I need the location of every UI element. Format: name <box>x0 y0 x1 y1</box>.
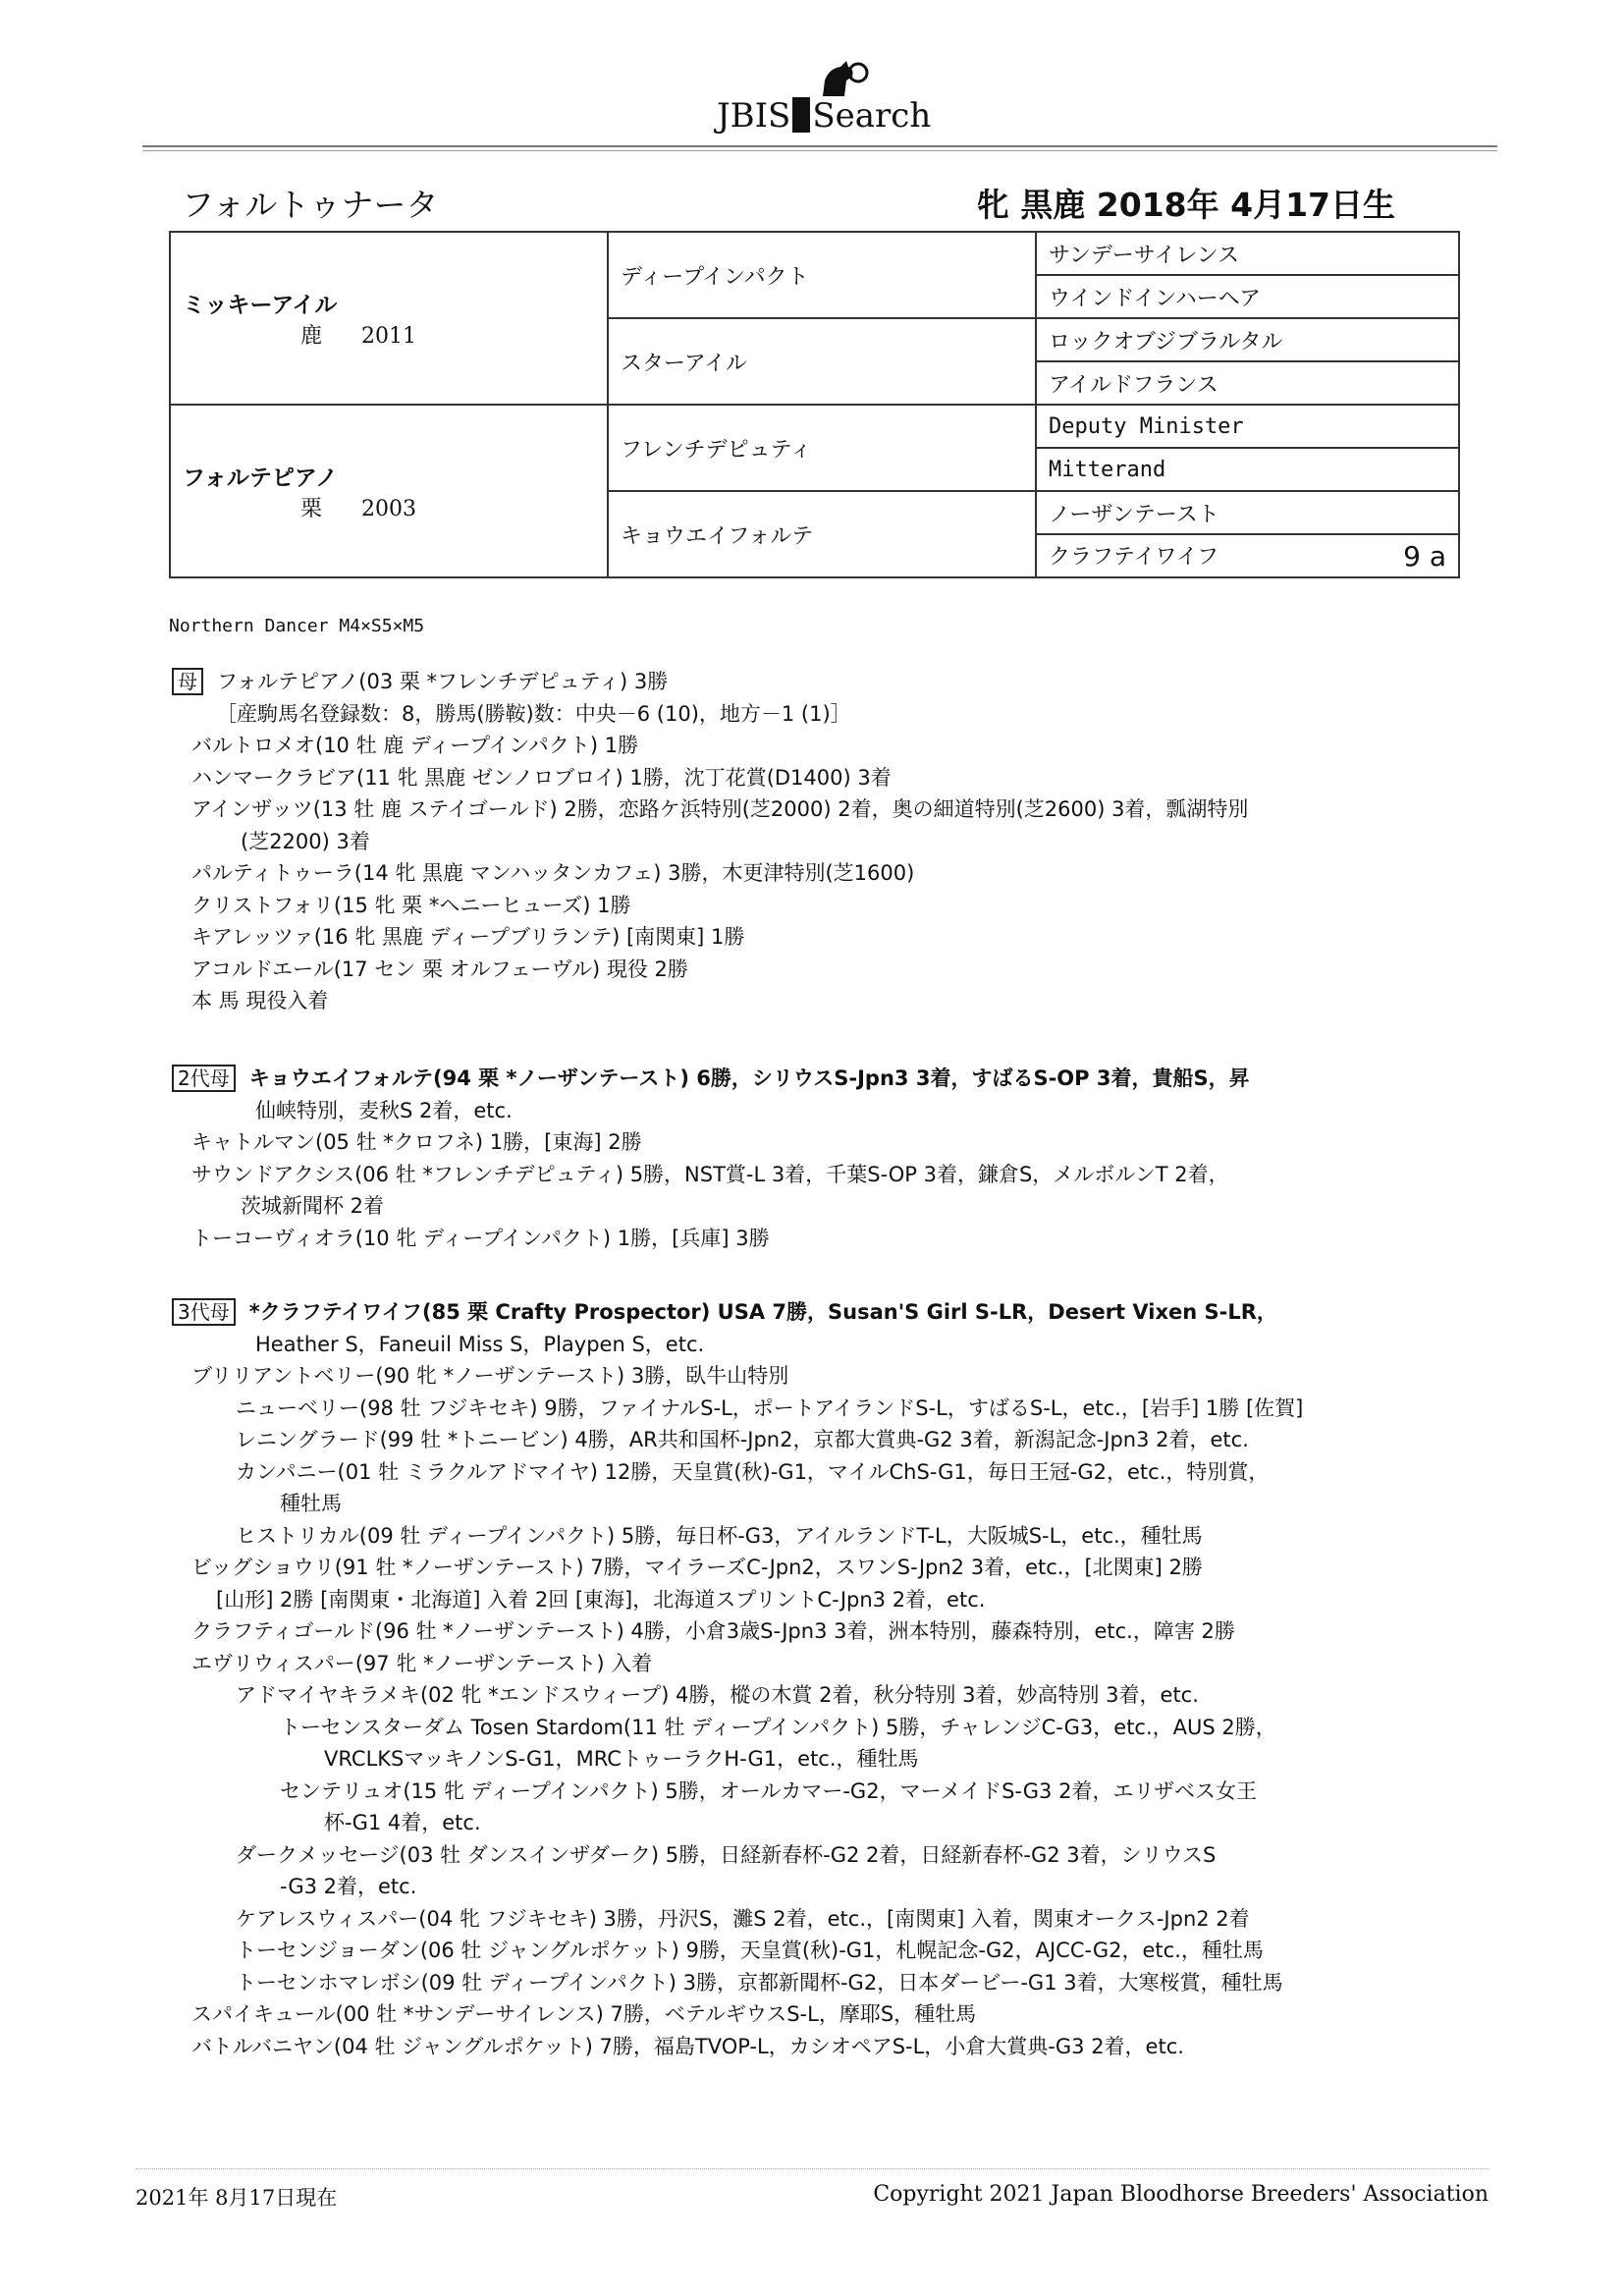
text-line: クリストフォリ(15 牝 栗 *ヘニーヒューズ) 1勝 <box>191 893 631 917</box>
text-line: Heather S，Faneuil Miss S，Playpen S，etc. <box>255 1332 705 1356</box>
text-line: サウンドアクシス(06 牡 *フレンチデピュティ) 5勝，NST賞-L 3着，千葉S-OP 3着，鎌倉S，メルボルンT 2着， <box>191 1162 1229 1186</box>
text-line: ヒストリカル(09 牡 ディープインパクト) 5勝，毎日杯-G3，アイルランドT-L，大阪城S-L，etc.，種牡馬 <box>236 1523 1203 1548</box>
sire-name: ミッキーアイル <box>183 293 338 318</box>
pedigree-gen3-cell: サンデーサイレンス <box>1036 232 1459 275</box>
text-line: ビッグショウリ(91 牡 *ノーザンテースト) 7勝，マイラーズC-Jpn2，スワンS-Jpn2 3着，etc.，[北関東] 2勝 <box>191 1556 1203 1579</box>
text-line: アドマイヤキラメキ(02 牝 *エンドスウィープ) 4勝，樅の木賞 2着，秋分特別 3着，妙高特別 3着，etc. <box>236 1683 1199 1707</box>
logo-wordmark: JBIS Search <box>717 96 932 136</box>
text-line: レニングラード(99 牡 *トニービン) 4勝，AR共和国杯-Jpn2，京都大賞典-G2 3着，新潟記念-Jpn3 2着，etc. <box>236 1428 1249 1451</box>
header-rule-thin <box>142 150 1497 151</box>
footer-date: 2021年 8月17日現在 <box>135 2186 338 2210</box>
pedigree-gen3-name: クラフテイワイフ <box>1049 544 1219 570</box>
text-line: キアレッツァ(16 牝 黒鹿 ディープブリランテ) [南関東] 1勝 <box>191 925 745 949</box>
inbreeding-note: Northern Dancer M4×S5×M5 <box>169 616 425 636</box>
dam-section <box>172 666 1488 1017</box>
dam-cell <box>170 405 608 577</box>
text-line: エヴリウィスパー(97 牝 *ノーザンテースト) 入着 <box>191 1651 653 1675</box>
section-label-dam: 母 <box>172 668 203 695</box>
text-line: 杯-G1 4着，etc. <box>324 1811 481 1834</box>
header-rule <box>142 145 1497 147</box>
text-line: キョウエイフォルテ(94 栗 *ノーザンテースト) 6勝，シリウスS-Jpn3 3着，すばるS-OP 3着，貴船S，昇 <box>248 1066 1250 1090</box>
pedigree-gen2-cell: ディープインパクト <box>608 232 1036 318</box>
sire-cell <box>170 232 608 405</box>
horse-info: 牝 黒鹿 2018年 4月17日生 <box>976 186 1395 224</box>
section-label-3rd-dam: 3代母 <box>172 1298 236 1326</box>
second-dam-section <box>172 1063 1488 1254</box>
jbis-logo <box>717 59 943 142</box>
text-line: センテリュオ(15 牝 ディープインパクト) 5勝，オールカマー-G2，マーメイドS-G3 2着，エリザベス女王 <box>280 1778 1258 1803</box>
text-line: キャトルマン(05 牡 *クロフネ) 1勝，[東海] 2勝 <box>191 1130 642 1154</box>
text-line: スパイキュール(00 牡 *サンデーサイレンス) 7勝，ベテルギウスS-L，摩耶S，種牡馬 <box>191 2002 977 2026</box>
text-line: ケアレスウィスパー(04 牝 フジキセキ) 3勝，丹沢S，灘S 2着，etc.，[南関東] 入着，関東オークス-Jpn2 2着 <box>236 1906 1250 1931</box>
pedigree-gen3-cell <box>1036 534 1459 577</box>
dam-name: フォルテピアノ <box>183 465 339 491</box>
pedigree-gen3-cell: ロックオブジブラルタル <box>1036 318 1459 361</box>
family-number: 9 a <box>1403 539 1446 573</box>
text-line: トーコーヴィオラ(10 牝 ディープインパクト) 1勝，[兵庫] 3勝 <box>191 1226 770 1250</box>
pedigree-gen3-cell: アイルドフランス <box>1036 361 1459 405</box>
sire-color: 鹿 <box>300 324 323 349</box>
dam-year: 2003 <box>361 497 417 521</box>
dam-color: 栗 <box>300 497 323 521</box>
pedigree-table <box>169 231 1460 578</box>
third-dam-section <box>172 1296 1488 2062</box>
text-line: トーセンジョーダン(06 牡 ジャングルポケット) 9勝，天皇賞(秋)-G1，札幌記念-G2，AJCC-G2，etc.，種牡馬 <box>236 1939 1264 1962</box>
pedigree-gen3-cell: Deputy Minister <box>1036 405 1459 448</box>
text-line: アコルドエール(17 セン 栗 オルフェーヴル) 現役 2勝 <box>191 957 688 981</box>
pedigree-gen3-cell: Mitterand <box>1036 448 1459 491</box>
text-line: カンパニー(01 牡 ミラクルアドマイヤ) 12勝，天皇賞(秋)-G1，マイルChS-G1，毎日王冠-G2，etc.，特別賞， <box>236 1459 1270 1484</box>
text-line: トーセンホマレボシ(09 牡 ディープインパクト) 3勝，京都新聞杯-G2，日本ダービー-G1 3着，大寒桜賞，種牡馬 <box>236 1970 1283 1995</box>
text-line: -G3 2着，etc. <box>280 1875 417 1898</box>
text-line: アインザッツ(13 牡 鹿 ステイゴールド) 2勝，恋路ケ浜特別(芝2000) 2着，奥の細道特別(芝2600) 3着，瓢湖特別 <box>191 797 1249 821</box>
horse-name: フォルトゥナータ <box>182 186 439 224</box>
text-line: バトルバニヤン(04 牡 ジャングルポケット) 7勝，福島TVOP-L，カシオペアS-L，小倉大賞典-G3 2着，etc. <box>191 2034 1184 2058</box>
section-label-2nd-dam: 2代母 <box>172 1065 236 1092</box>
text-line: [山形] 2勝 [南関東・北海道] 入着 2回 [東海]，北海道スプリントC-Jpn3 2着，etc. <box>216 1587 986 1612</box>
text-line: トーセンスターダム Tosen Stardom(11 牡 ディープインパクト) 5勝，チャレンジC-G3，etc.，AUS 2勝， <box>280 1715 1276 1739</box>
pedigree-gen2-cell: スターアイル <box>608 318 1036 405</box>
text-line: ニューベリー(98 牡 フジキセキ) 9勝，ファイナルS-L，ポートアイランドS-L，すばるS-L，etc.，[岩手] 1勝 [佐賀] <box>236 1395 1304 1420</box>
text-line: 茨城新聞杯 2着 <box>241 1194 385 1218</box>
pedigree-gen2-cell: フレンチデピュティ <box>608 405 1036 491</box>
text-line: ブリリアントベリー(90 牝 *ノーザンテースト) 3勝，臥牛山特別 <box>191 1364 789 1388</box>
text-line: ダークメッセージ(03 牡 ダンスインザダーク) 5勝，日経新春杯-G2 2着，日経新春杯-G2 3着，シリウスS <box>236 1842 1217 1867</box>
text-line: フォルテピアノ(03 栗 *フレンチデピュティ) 3勝 <box>217 670 669 693</box>
text-line: (芝2200) 3着 <box>241 829 370 853</box>
text-line: 本 馬 現役入着 <box>191 989 329 1012</box>
text-line: ハンマークラビア(11 牝 黒鹿 ゼンノロブロイ) 1勝，沈丁花賞(D1400) 3着 <box>191 765 892 790</box>
text-line: ［産駒馬名登録数：8，勝馬(勝鞍)数：中央－6 (10)，地方－1 (1)］ <box>216 701 851 726</box>
text-line: パルティトゥーラ(14 牝 黒鹿 マンハッタンカフェ) 3勝，木更津特別(芝1600) <box>191 861 915 885</box>
sire-year: 2011 <box>361 324 417 349</box>
text-line: 仙峡特別，麦秋S 2着，etc. <box>255 1098 513 1122</box>
footer-rule <box>135 2168 1489 2169</box>
pedigree-gen3-cell: ウインドインハーヘア <box>1036 275 1459 318</box>
text-line: クラフティゴールド(96 牡 *ノーザンテースト) 4勝，小倉3歳S-Jpn3 3着，洲本特別，藤森特別，etc.，障害 2勝 <box>191 1619 1235 1643</box>
text-line: 種牡馬 <box>280 1492 342 1515</box>
text-line: *クラフテイワイフ(85 栗 Crafty Prospector) USA 7勝，Susan'S Girl S-LR，Desert Vixen S-LR， <box>248 1300 1277 1324</box>
pedigree-gen3-cell: ノーザンテースト <box>1036 491 1459 534</box>
horse-rider-icon <box>803 59 872 98</box>
text-line: バルトロメオ(10 牡 鹿 ディープインパクト) 1勝 <box>191 734 639 757</box>
pedigree-gen2-cell: キョウエイフォルテ <box>608 491 1036 577</box>
footer-copyright: Copyright 2021 Japan Bloodhorse Breeders' Association <box>873 2182 1489 2207</box>
text-line: VRCLKSマッキノンS-G1，MRCトゥーラクH-G1，etc.，種牡馬 <box>324 1747 919 1771</box>
